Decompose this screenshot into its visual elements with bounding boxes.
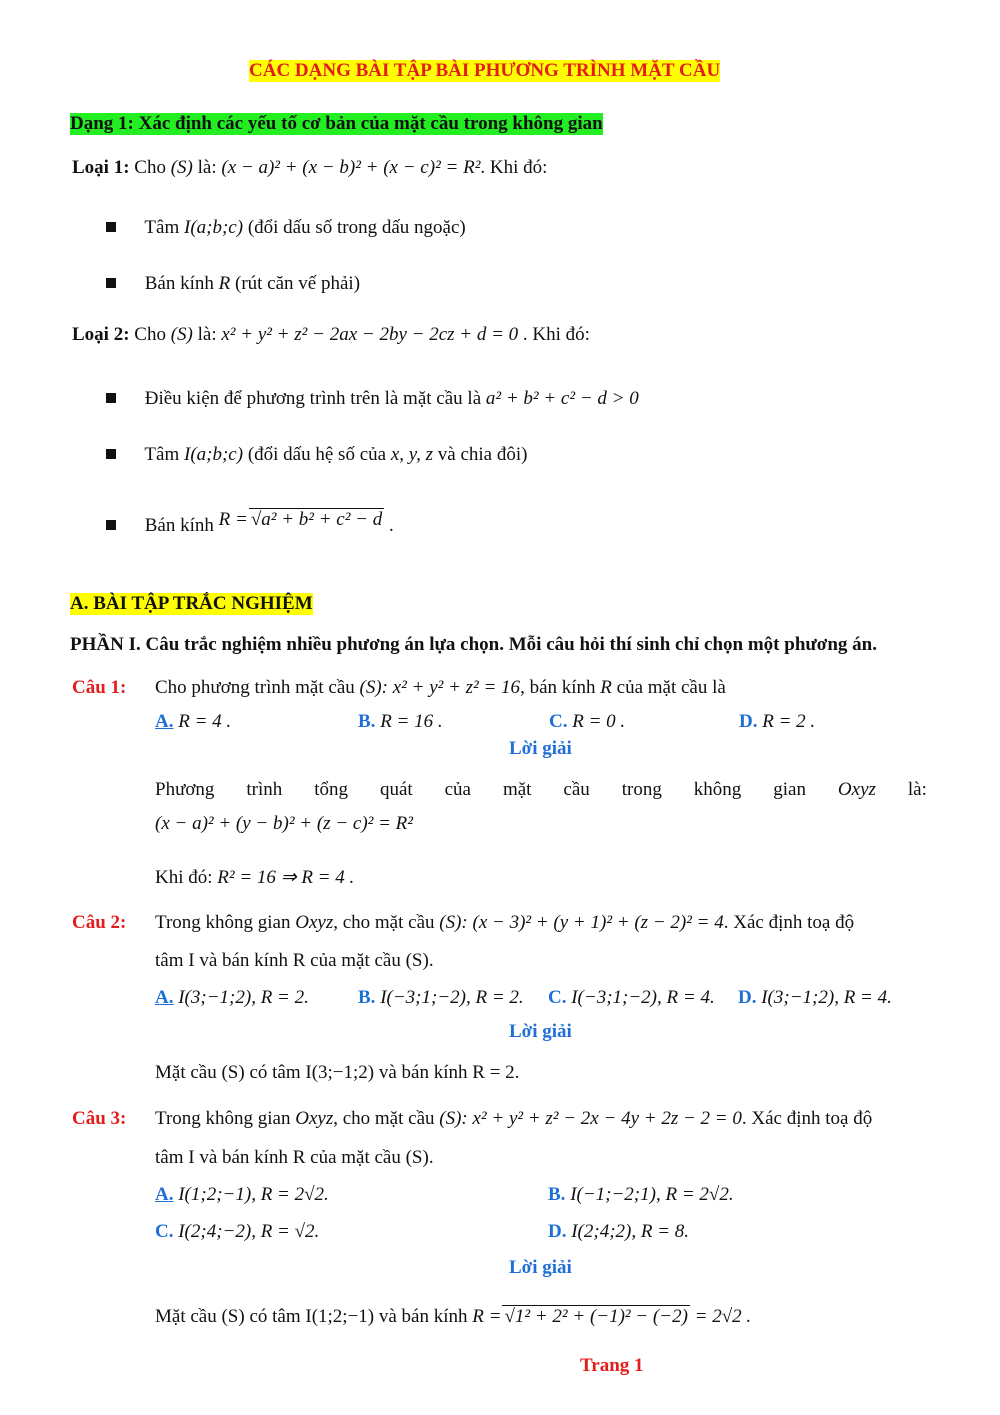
option-key: C. <box>548 987 567 1008</box>
bullet-math-left: R = <box>218 509 248 530</box>
sol-word: Oxyz <box>837 779 876 800</box>
loai2-equation: x² + y² + z² − 2ax − 2by − 2cz + d = 0 <box>221 324 519 345</box>
q1-stem-a: Cho phương trình mặt cầu <box>155 677 355 698</box>
bullet-vars: x, y, z <box>390 444 434 465</box>
sol-word: gian <box>773 779 806 800</box>
q3-option-b[interactable] <box>548 1184 734 1206</box>
option-text: I(−1;−2;1), R = 2√2. <box>570 1184 734 1205</box>
loai1-text-c: . Khi đó: <box>480 157 548 178</box>
option-text: I(3;−1;2), R = 4. <box>761 987 892 1008</box>
q1-label: Câu 1: <box>72 677 127 698</box>
loai2-bullet-condition <box>106 388 639 410</box>
sol-word: của <box>444 779 471 800</box>
loai2-label: Loại 2: <box>72 324 130 345</box>
option-key: D. <box>739 711 758 732</box>
q2-stem-line2: tâm I và bán kính R của mặt cầu (S). <box>155 950 434 971</box>
q2-stem-a: Trong không gian <box>155 912 291 933</box>
loai1-text-b: là: <box>197 157 217 178</box>
q3-stem-a: Trong không gian <box>155 1108 291 1129</box>
q1-option-c[interactable] <box>549 711 625 733</box>
q1-solution-line1 <box>155 779 927 801</box>
q3-label: Câu 3: <box>72 1108 127 1129</box>
q1-solution-label: Lời giải <box>509 738 572 759</box>
option-text: R = 0 . <box>572 711 626 732</box>
q2-equation: (S): (x − 3)² + (y + 1)² + (z − 2)² = 4 <box>439 912 724 933</box>
radius-radicand: a² + b² + c² − d <box>261 509 383 530</box>
sol-radicand: 1² + 2² + (−1)² − (−2) <box>514 1306 688 1327</box>
option-text: R = 16 . <box>380 711 443 732</box>
q2-solution: Mặt cầu (S) có tâm I(3;−1;2) và bán kính R = 2. <box>155 1062 520 1083</box>
sol-word: quát <box>379 779 413 800</box>
sol-word: là: <box>907 779 927 800</box>
sol-word: tổng <box>314 779 348 800</box>
loai2-bullet-radius <box>106 509 394 537</box>
bullet-prefix: Điều kiện để phương trình trên là mặt cầu là <box>144 388 482 409</box>
q2-stem <box>155 912 854 934</box>
loai1-line <box>72 157 547 179</box>
option-key: D. <box>738 987 757 1008</box>
loai2-text-c: . Khi đó: <box>522 324 590 345</box>
sol-text: Mặt cầu (S) có tâm I(1;2;−1) và bán kính <box>155 1306 468 1327</box>
option-key: A. <box>155 987 174 1008</box>
loai2-text-a: Cho <box>134 324 166 345</box>
loai2-sphere-symbol: (S) <box>170 324 193 345</box>
page-number: 1 <box>634 1355 644 1376</box>
bullet-note-a: (đổi dấu hệ số của <box>247 444 387 465</box>
option-key: B. <box>548 1184 566 1205</box>
footer-label: Trang <box>580 1355 630 1376</box>
q1-equation: (S): x² + y² + z² = 16 <box>359 677 521 698</box>
sol-word: Phương <box>155 779 215 800</box>
loai1-text-a: Cho <box>134 157 166 178</box>
q2-solution-label: Lời giải <box>509 1021 572 1042</box>
option-text: I(−3;1;−2), R = 2. <box>380 987 524 1008</box>
option-text: R = 4 . <box>178 711 232 732</box>
sol-word: mặt <box>502 779 532 800</box>
bullet-suffix: . <box>389 515 394 536</box>
option-key: A. <box>155 711 174 732</box>
loai1-bullet-radius <box>106 273 360 295</box>
bullet-math: R <box>218 273 231 294</box>
bullet-square-icon <box>106 449 116 459</box>
loai2-text-b: là: <box>197 324 217 345</box>
sol-word: trong <box>621 779 662 800</box>
dang1-heading: Dạng 1: Xác định các yếu tố cơ bản của mặt cầu trong không gian <box>70 113 603 134</box>
q3-solution <box>155 1305 751 1328</box>
q1-stem-b: , bán kính <box>520 677 596 698</box>
q3-option-c[interactable] <box>155 1221 319 1243</box>
bullet-prefix: Bán kính <box>144 273 214 294</box>
q3-oxyz: Oxyz <box>295 1108 334 1129</box>
loai1-label: Loại 1: <box>72 157 130 178</box>
loai2-bullet-center <box>106 444 527 466</box>
bullet-note-b: và chia đôi) <box>437 444 528 465</box>
q3-option-d[interactable] <box>548 1221 689 1243</box>
q1-stem-c: của mặt cầu là <box>616 677 726 698</box>
bullet-note: (đổi dấu số trong dấu ngoặc) <box>247 217 466 238</box>
sol-word: không <box>693 779 742 800</box>
sol-word: trình <box>246 779 283 800</box>
phan1-heading: PHẦN I. Câu trắc nghiệm nhiều phương án lựa chọn. Mỗi câu hỏi thí sinh chỉ chọn một phương án. <box>70 634 877 655</box>
q1-option-a[interactable] <box>155 711 231 733</box>
q1-R: R <box>600 677 612 698</box>
bullet-math: I(a;b;c) <box>184 444 244 465</box>
bullet-math: I(a;b;c) <box>184 217 244 238</box>
q1-solution-result <box>155 866 354 889</box>
sol-text: Khi đó: <box>155 867 213 888</box>
q2-label: Câu 2: <box>72 912 127 933</box>
option-text: I(2;4;2), R = 8. <box>571 1221 690 1242</box>
option-text: I(2;4;−2), R = √2. <box>178 1221 320 1242</box>
q2-stem-b: , cho mặt cầu <box>333 912 435 933</box>
bullet-prefix: Bán kính <box>144 515 214 536</box>
bullet-square-icon <box>106 520 116 530</box>
q3-option-a[interactable] <box>155 1184 329 1206</box>
option-text: I(−3;1;−2), R = 4. <box>571 987 715 1008</box>
q3-solution-label: Lời giải <box>509 1257 572 1278</box>
bullet-prefix: Tâm <box>144 217 180 238</box>
sol-R: R = <box>472 1306 502 1327</box>
option-key: C. <box>549 711 568 732</box>
q3-stem <box>155 1108 872 1130</box>
q3-stem-line2: tâm I và bán kính R của mặt cầu (S). <box>155 1147 434 1168</box>
bullet-square-icon <box>106 222 116 232</box>
option-text: R = 2 . <box>762 711 816 732</box>
q1-solution-equation: (x − a)² + (y − b)² + (z − c)² = R² <box>155 813 413 834</box>
q2-option-a[interactable] <box>155 987 309 1009</box>
loai1-sphere-symbol: (S) <box>170 157 193 178</box>
sol-math: R² = 16 ⇒ R = 4 . <box>217 867 355 888</box>
q1-option-d[interactable] <box>739 711 815 733</box>
q3-equation: (S): x² + y² + z² − 2x − 4y + 2z − 2 = 0 <box>439 1108 742 1129</box>
q2-option-d[interactable] <box>738 987 892 1009</box>
bullet-note: (rút căn vế phải) <box>235 273 361 294</box>
bullet-square-icon <box>106 393 116 403</box>
option-key: D. <box>548 1221 567 1242</box>
loai1-bullet-center <box>106 217 466 239</box>
q2-stem-c: . Xác định toạ độ <box>723 912 855 933</box>
q1-stem <box>155 677 726 699</box>
bullet-math: a² + b² + c² − d > 0 <box>485 388 639 409</box>
sol-word: cầu <box>563 779 590 800</box>
bullet-prefix: Tâm <box>144 444 180 465</box>
q3-stem-c: . Xác định toạ độ <box>741 1108 873 1129</box>
option-key: B. <box>358 987 376 1008</box>
loai2-line <box>72 324 590 346</box>
q2-oxyz: Oxyz <box>295 912 334 933</box>
q3-stem-b: , cho mặt cầu <box>333 1108 435 1129</box>
option-text: I(1;2;−1), R = 2√2. <box>178 1184 329 1205</box>
q2-option-c[interactable] <box>548 987 715 1009</box>
option-key: A. <box>155 1184 174 1205</box>
sol-sqrt: √1² + 2² + (−1)² − (−2) <box>504 1306 688 1327</box>
page-footer <box>580 1355 644 1377</box>
section-a-heading: A. BÀI TẬP TRẮC NGHIỆM <box>70 593 313 614</box>
option-key: C. <box>155 1221 174 1242</box>
sol-tail: = 2√2 . <box>694 1306 752 1327</box>
q2-option-b[interactable] <box>358 987 524 1009</box>
option-key: B. <box>358 711 376 732</box>
loai1-equation: (x − a)² + (x − b)² + (x − c)² = R² <box>221 157 481 178</box>
option-text: I(3;−1;2), R = 2. <box>178 987 309 1008</box>
page-title: CÁC DẠNG BÀI TẬP BÀI PHƯƠNG TRÌNH MẶT CẦU <box>249 60 721 81</box>
bullet-square-icon <box>106 278 116 288</box>
radius-sqrt: √a² + b² + c² − d <box>250 509 383 530</box>
q1-option-b[interactable] <box>358 711 443 733</box>
